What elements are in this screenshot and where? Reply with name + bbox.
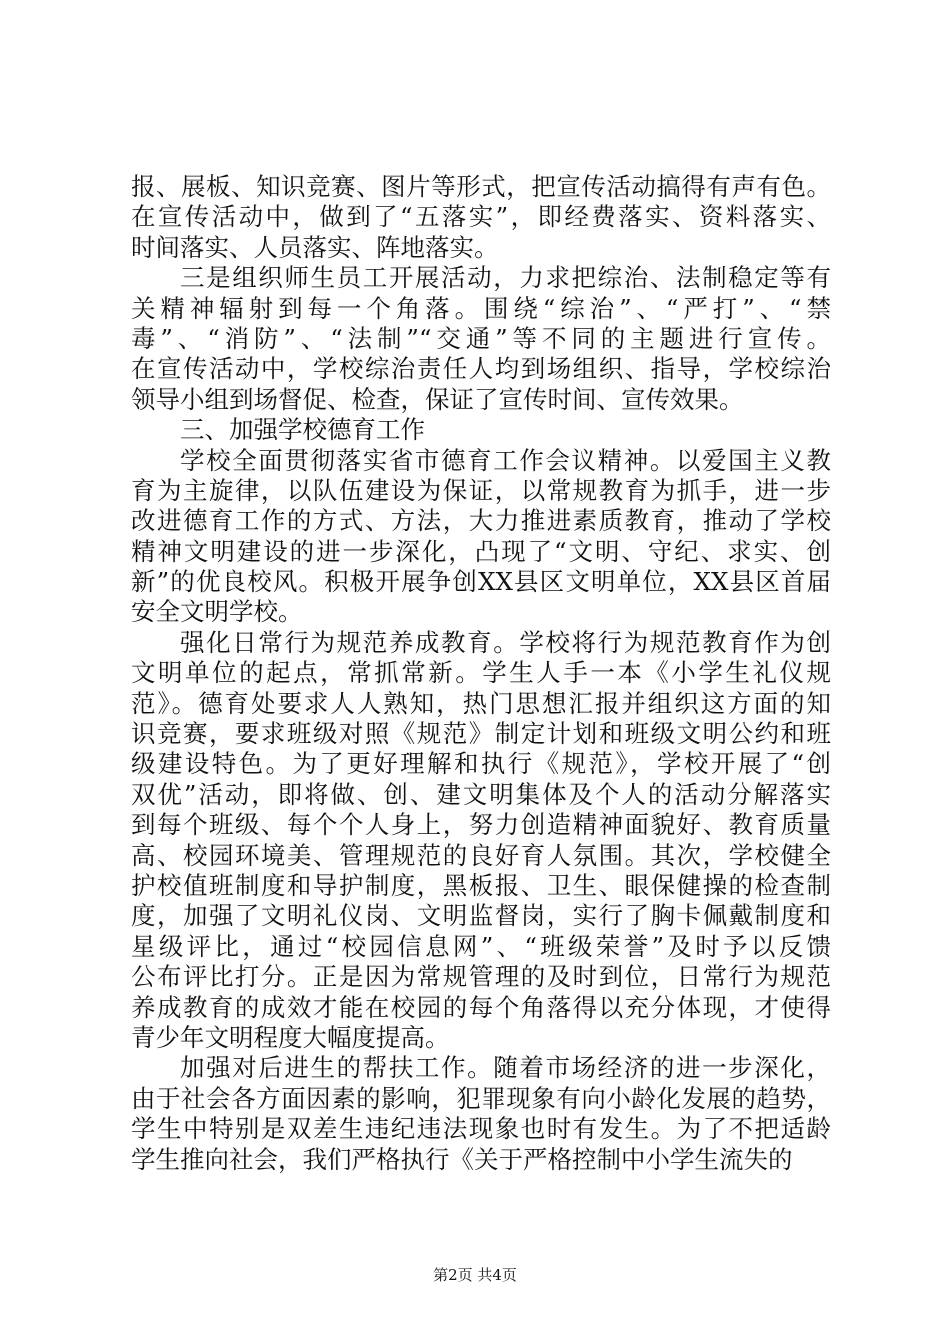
- text-line: 关精神辐射到每一个角落。围绕“综治”、“严打”、“禁: [131, 293, 831, 323]
- document-body: [131, 172, 831, 1175]
- text-line: 范》。德育处要求人人熟知，热门思想汇报并组织这方面的知: [131, 688, 831, 718]
- text-line: 由于社会各方面因素的影响，犯罪现象有向小龄化发展的趋势，: [131, 1083, 831, 1113]
- text-line: 高、校园环境美、管理规范的良好育人氛围。其次，学校健全: [131, 840, 831, 870]
- text-line: 公布评比打分。正是因为常规管理的及时到位，日常行为规范: [131, 962, 831, 992]
- text-line: 三、加强学校德育工作: [180, 415, 425, 445]
- paragraph: [131, 1053, 831, 1175]
- text-line: 学生中特别是双差生违纪违法现象也时有发生。为了不把适龄: [131, 1114, 831, 1144]
- text-line: 精神文明建设的进一步深化，凸现了“文明、守纪、求实、创: [131, 536, 831, 566]
- text-line: 时间落实、人员落实、阵地落实。: [131, 232, 499, 262]
- paragraph: [131, 446, 831, 628]
- text-line: 强化日常行为规范养成教育。学校将行为规范教育作为创: [180, 627, 831, 657]
- text-line: 级建设特色。为了更好理解和执行《规范》，学校开展了“创: [131, 749, 831, 779]
- text-line: 安全文明学校。: [131, 597, 303, 627]
- text-line: 养成教育的成效才能在校园的每个角落得以充分体现，才使得: [131, 992, 831, 1022]
- text-line: 学校全面贯彻落实省市德育工作会议精神。以爱国主义教: [180, 445, 831, 475]
- text-line: 三是组织师生员工开展活动，力求把综治、法制稳定等有: [180, 263, 831, 293]
- text-line: 识竞赛，要求班级对照《规范》制定计划和班级文明公约和班: [131, 719, 831, 749]
- text-line: 在宣传活动中，学校综治责任人均到场组织、指导，学校综治: [131, 354, 831, 384]
- page-footer: 第2页 共4页: [433, 1266, 517, 1284]
- paragraph: [131, 172, 831, 263]
- text-line: 学生推向社会，我们严格执行《关于严格控制中小学生流失的: [131, 1144, 793, 1174]
- text-line: 改进德育工作的方式、方法，大力推进素质教育，推动了学校: [131, 506, 831, 536]
- text-line: 星级评比，通过“校园信息网”、“班级荣誉”及时予以反馈: [131, 931, 831, 961]
- text-line: 护校值班制度和导护制度，黑板报、卫生、眼保健操的检查制: [131, 870, 831, 900]
- text-line: 青少年文明程度大幅度提高。: [131, 1022, 450, 1052]
- paragraph: [131, 263, 831, 415]
- text-line: 加强对后进生的帮扶工作。随着市场经济的进一步深化，: [180, 1053, 831, 1083]
- text-line: 毒”、“消防”、“法制”“交通”等不同的主题进行宣传。: [131, 323, 831, 353]
- text-line: 双优”活动，即将做、创、建文明集体及个人的活动分解落实: [131, 779, 831, 809]
- text-line: 到每个班级、每个个人身上，努力创造精神面貌好、教育质量: [131, 810, 831, 840]
- text-line: 育为主旋律，以队伍建设为保证，以常规教育为抓手，进一步: [131, 475, 831, 505]
- paragraph: [131, 415, 831, 445]
- text-line: 在宣传活动中，做到了“五落实”，即经费落实、资料落实、: [131, 202, 831, 232]
- text-line: 报、展板、知识竞赛、图片等形式，把宣传活动搞得有声有色。: [131, 172, 831, 201]
- paragraph: [131, 628, 831, 1053]
- text-line: 度，加强了文明礼仪岗、文明监督岗，实行了胸卡佩戴制度和: [131, 901, 831, 931]
- text-line: 领导小组到场督促、检查，保证了宣传时间、宣传效果。: [131, 384, 744, 414]
- text-line: 文明单位的起点，常抓常新。学生人手一本《小学生礼仪规: [131, 658, 831, 688]
- text-line: 新”的优良校风。积极开展争创XX县区文明单位，XX县区首届: [131, 567, 831, 597]
